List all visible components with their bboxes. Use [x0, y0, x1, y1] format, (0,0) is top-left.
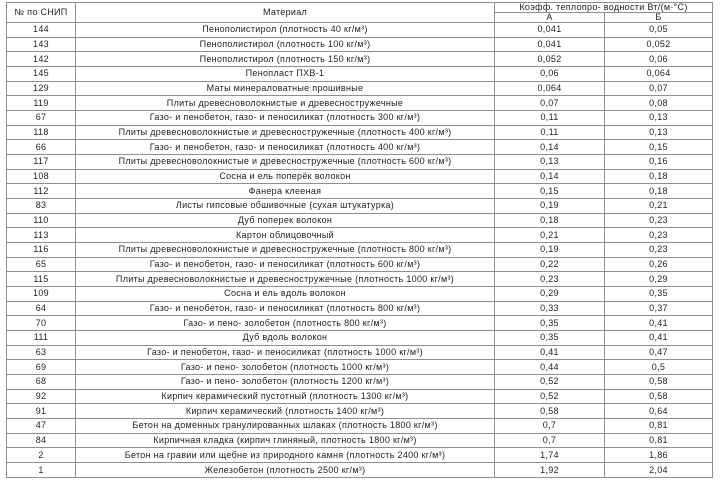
value-a-cell: 1,92	[495, 463, 605, 478]
material-cell: Плиты древесноволокнистые и древесностружечные (плотность 600 кг/м³)	[76, 155, 495, 170]
value-b-cell: 0,23	[605, 228, 713, 243]
value-b-cell: 0,23	[605, 213, 713, 228]
snip-number-cell: 69	[7, 360, 76, 375]
value-a-cell: 0,11	[495, 125, 605, 140]
table-row	[7, 155, 713, 170]
value-b-cell: 0,23	[605, 243, 713, 258]
column-header-material: Материал	[76, 3, 495, 23]
snip-number-cell: 63	[7, 345, 76, 360]
value-b-cell: 0,58	[605, 389, 713, 404]
material-cell: Железобетон (плотность 2500 кг/м³)	[76, 463, 495, 478]
snip-number-cell: 118	[7, 125, 76, 140]
snip-number-cell: 112	[7, 184, 76, 199]
material-cell: Маты минераловатные прошивные	[76, 81, 495, 96]
column-header-b: Б	[605, 13, 713, 23]
value-b-cell: 0,15	[605, 140, 713, 155]
table-header	[7, 3, 713, 23]
table-row	[7, 301, 713, 316]
value-a-cell: 0,35	[495, 316, 605, 331]
table-row	[7, 316, 713, 331]
column-header-snip-number: № по СНИП	[7, 3, 76, 23]
table-row	[7, 345, 713, 360]
table-row	[7, 140, 713, 155]
table-row	[7, 448, 713, 463]
value-a-cell: 0,14	[495, 169, 605, 184]
column-header-a: А	[495, 13, 605, 23]
snip-number-cell: 68	[7, 375, 76, 390]
table-row	[7, 23, 713, 38]
value-a-cell: 0,41	[495, 345, 605, 360]
value-a-cell: 0,22	[495, 257, 605, 272]
table-row	[7, 169, 713, 184]
table-row	[7, 52, 713, 67]
table-row	[7, 404, 713, 419]
snip-number-cell: 144	[7, 23, 76, 38]
value-a-cell: 0,23	[495, 272, 605, 287]
value-b-cell: 0,08	[605, 96, 713, 111]
table-row	[7, 125, 713, 140]
value-b-cell: 0,41	[605, 316, 713, 331]
table-row	[7, 272, 713, 287]
table-row	[7, 199, 713, 214]
snip-number-cell: 111	[7, 331, 76, 346]
snip-number-cell: 83	[7, 199, 76, 214]
table-row	[7, 67, 713, 82]
table-row	[7, 433, 713, 448]
value-a-cell: 0,29	[495, 287, 605, 302]
header-row-group	[7, 3, 713, 13]
value-a-cell: 0,52	[495, 375, 605, 390]
value-a-cell: 0,58	[495, 404, 605, 419]
snip-number-cell: 1	[7, 463, 76, 478]
value-a-cell: 0,33	[495, 301, 605, 316]
snip-number-cell: 143	[7, 37, 76, 52]
snip-number-cell: 84	[7, 433, 76, 448]
value-a-cell: 0,7	[495, 433, 605, 448]
material-cell: Газо- и пено- золобетон (плотность 800 кг/м³)	[76, 316, 495, 331]
snip-number-cell: 64	[7, 301, 76, 316]
material-cell: Кирпич керамический пустотный (плотность 1300 кг/м³)	[76, 389, 495, 404]
snip-number-cell: 47	[7, 419, 76, 434]
snip-number-cell: 117	[7, 155, 76, 170]
value-a-cell: 0,52	[495, 389, 605, 404]
material-cell: Плиты древесноволокнистые и древесностружечные (плотность 800 кг/м³)	[76, 243, 495, 258]
material-cell: Пенопласт ПХВ-1	[76, 67, 495, 82]
value-b-cell: 0,81	[605, 419, 713, 434]
value-b-cell: 0,13	[605, 125, 713, 140]
snip-number-cell: 70	[7, 316, 76, 331]
value-b-cell: 0,13	[605, 111, 713, 126]
snip-number-cell: 66	[7, 140, 76, 155]
table-body	[7, 23, 713, 478]
snip-number-cell: 116	[7, 243, 76, 258]
material-cell: Бетон на доменных гранулированных шлаках (плотность 1800 кг/м³)	[76, 419, 495, 434]
material-cell: Кирпичная кладка (кирпич глиняный, плотность 1800 кг/м³)	[76, 433, 495, 448]
table-row	[7, 389, 713, 404]
table-row	[7, 375, 713, 390]
value-b-cell: 0,29	[605, 272, 713, 287]
material-cell: Дуб вдоль волокон	[76, 331, 495, 346]
snip-number-cell: 113	[7, 228, 76, 243]
table-row	[7, 257, 713, 272]
table-row	[7, 37, 713, 52]
snip-number-cell: 142	[7, 52, 76, 67]
value-a-cell: 0,44	[495, 360, 605, 375]
value-a-cell: 0,19	[495, 199, 605, 214]
table-row	[7, 419, 713, 434]
table-row	[7, 360, 713, 375]
table-row	[7, 463, 713, 478]
material-cell: Бетон на гравии или щебне из природного камня (плотность 2400 кг/м³)	[76, 448, 495, 463]
table-row	[7, 331, 713, 346]
value-b-cell: 0,06	[605, 52, 713, 67]
value-a-cell: 0,19	[495, 243, 605, 258]
table-row	[7, 213, 713, 228]
value-a-cell: 0,064	[495, 81, 605, 96]
value-a-cell: 0,07	[495, 96, 605, 111]
table-row	[7, 287, 713, 302]
value-b-cell: 0,81	[605, 433, 713, 448]
value-b-cell: 0,16	[605, 155, 713, 170]
snip-number-cell: 92	[7, 389, 76, 404]
snip-number-cell: 108	[7, 169, 76, 184]
table-row	[7, 243, 713, 258]
material-cell: Плиты древесноволокнистые и древесностружечные	[76, 96, 495, 111]
value-b-cell: 0,07	[605, 81, 713, 96]
value-a-cell: 0,7	[495, 419, 605, 434]
value-a-cell: 0,052	[495, 52, 605, 67]
material-cell: Газо- и пенобетон, газо- и пеносиликат (плотность 800 кг/м³)	[76, 301, 495, 316]
value-a-cell: 0,15	[495, 184, 605, 199]
snip-number-cell: 119	[7, 96, 76, 111]
snip-number-cell: 109	[7, 287, 76, 302]
value-a-cell: 0,21	[495, 228, 605, 243]
material-cell: Газо- и пено- золобетон (плотность 1000 кг/м³)	[76, 360, 495, 375]
material-cell: Листы гипсовые обшивочные (сухая штукатурка)	[76, 199, 495, 214]
snip-number-cell: 67	[7, 111, 76, 126]
value-a-cell: 0,13	[495, 155, 605, 170]
value-a-cell: 0,35	[495, 331, 605, 346]
value-b-cell: 0,37	[605, 301, 713, 316]
material-cell: Пенополистирол (плотность 150 кг/м³)	[76, 52, 495, 67]
material-cell: Фанера клееная	[76, 184, 495, 199]
value-b-cell: 0,58	[605, 375, 713, 390]
snip-number-cell: 145	[7, 67, 76, 82]
value-b-cell: 2,04	[605, 463, 713, 478]
material-cell: Газо- и пено- золобетон (плотность 1200 кг/м³)	[76, 375, 495, 390]
material-cell: Сосна и ель поперёк волокон	[76, 169, 495, 184]
value-b-cell: 0,47	[605, 345, 713, 360]
material-cell: Дуб поперек волокон	[76, 213, 495, 228]
value-b-cell: 0,18	[605, 184, 713, 199]
table-row	[7, 96, 713, 111]
value-b-cell: 1,86	[605, 448, 713, 463]
snip-number-cell: 2	[7, 448, 76, 463]
value-b-cell: 0,26	[605, 257, 713, 272]
thermal-conductivity-table	[6, 2, 713, 478]
material-cell: Сосна и ель вдоль волокон	[76, 287, 495, 302]
value-b-cell: 0,05	[605, 23, 713, 38]
material-cell: Картон облицовочный	[76, 228, 495, 243]
value-b-cell: 0,052	[605, 37, 713, 52]
value-b-cell: 0,5	[605, 360, 713, 375]
material-cell: Плиты древесноволокнистые и древесностружечные (плотность 400 кг/м³)	[76, 125, 495, 140]
table-row	[7, 184, 713, 199]
column-header-coefficient-group: Коэфф. теплопро- водности Вт/(м·°С)	[495, 3, 713, 13]
value-b-cell: 0,41	[605, 331, 713, 346]
snip-number-cell: 91	[7, 404, 76, 419]
material-cell: Кирпич керамический (плотность 1400 кг/м³)	[76, 404, 495, 419]
table-row	[7, 228, 713, 243]
material-cell: Газо- и пенобетон, газо- и пеносиликат (плотность 300 кг/м³)	[76, 111, 495, 126]
value-b-cell: 0,21	[605, 199, 713, 214]
value-a-cell: 0,14	[495, 140, 605, 155]
snip-number-cell: 115	[7, 272, 76, 287]
snip-number-cell: 110	[7, 213, 76, 228]
material-cell: Плиты древесноволокнистые и древесностружечные (плотность 1000 кг/м³)	[76, 272, 495, 287]
value-a-cell: 0,041	[495, 37, 605, 52]
material-cell: Пенополистирол (плотность 100 кг/м³)	[76, 37, 495, 52]
value-a-cell: 0,18	[495, 213, 605, 228]
value-b-cell: 0,18	[605, 169, 713, 184]
value-a-cell: 0,06	[495, 67, 605, 82]
material-cell: Газо- и пенобетон, газо- и пеносиликат (плотность 600 кг/м³)	[76, 257, 495, 272]
value-a-cell: 0,041	[495, 23, 605, 38]
snip-number-cell: 129	[7, 81, 76, 96]
table-row	[7, 111, 713, 126]
value-b-cell: 0,64	[605, 404, 713, 419]
material-cell: Газо- и пенобетон, газо- и пеносиликат (плотность 1000 кг/м³)	[76, 345, 495, 360]
snip-number-cell: 65	[7, 257, 76, 272]
material-cell: Газо- и пенобетон, газо- и пеносиликат (плотность 400 кг/м³)	[76, 140, 495, 155]
value-a-cell: 1,74	[495, 448, 605, 463]
value-b-cell: 0,064	[605, 67, 713, 82]
table-row	[7, 81, 713, 96]
value-a-cell: 0,11	[495, 111, 605, 126]
value-b-cell: 0,35	[605, 287, 713, 302]
material-cell: Пенополистирол (плотность 40 кг/м³)	[76, 23, 495, 38]
